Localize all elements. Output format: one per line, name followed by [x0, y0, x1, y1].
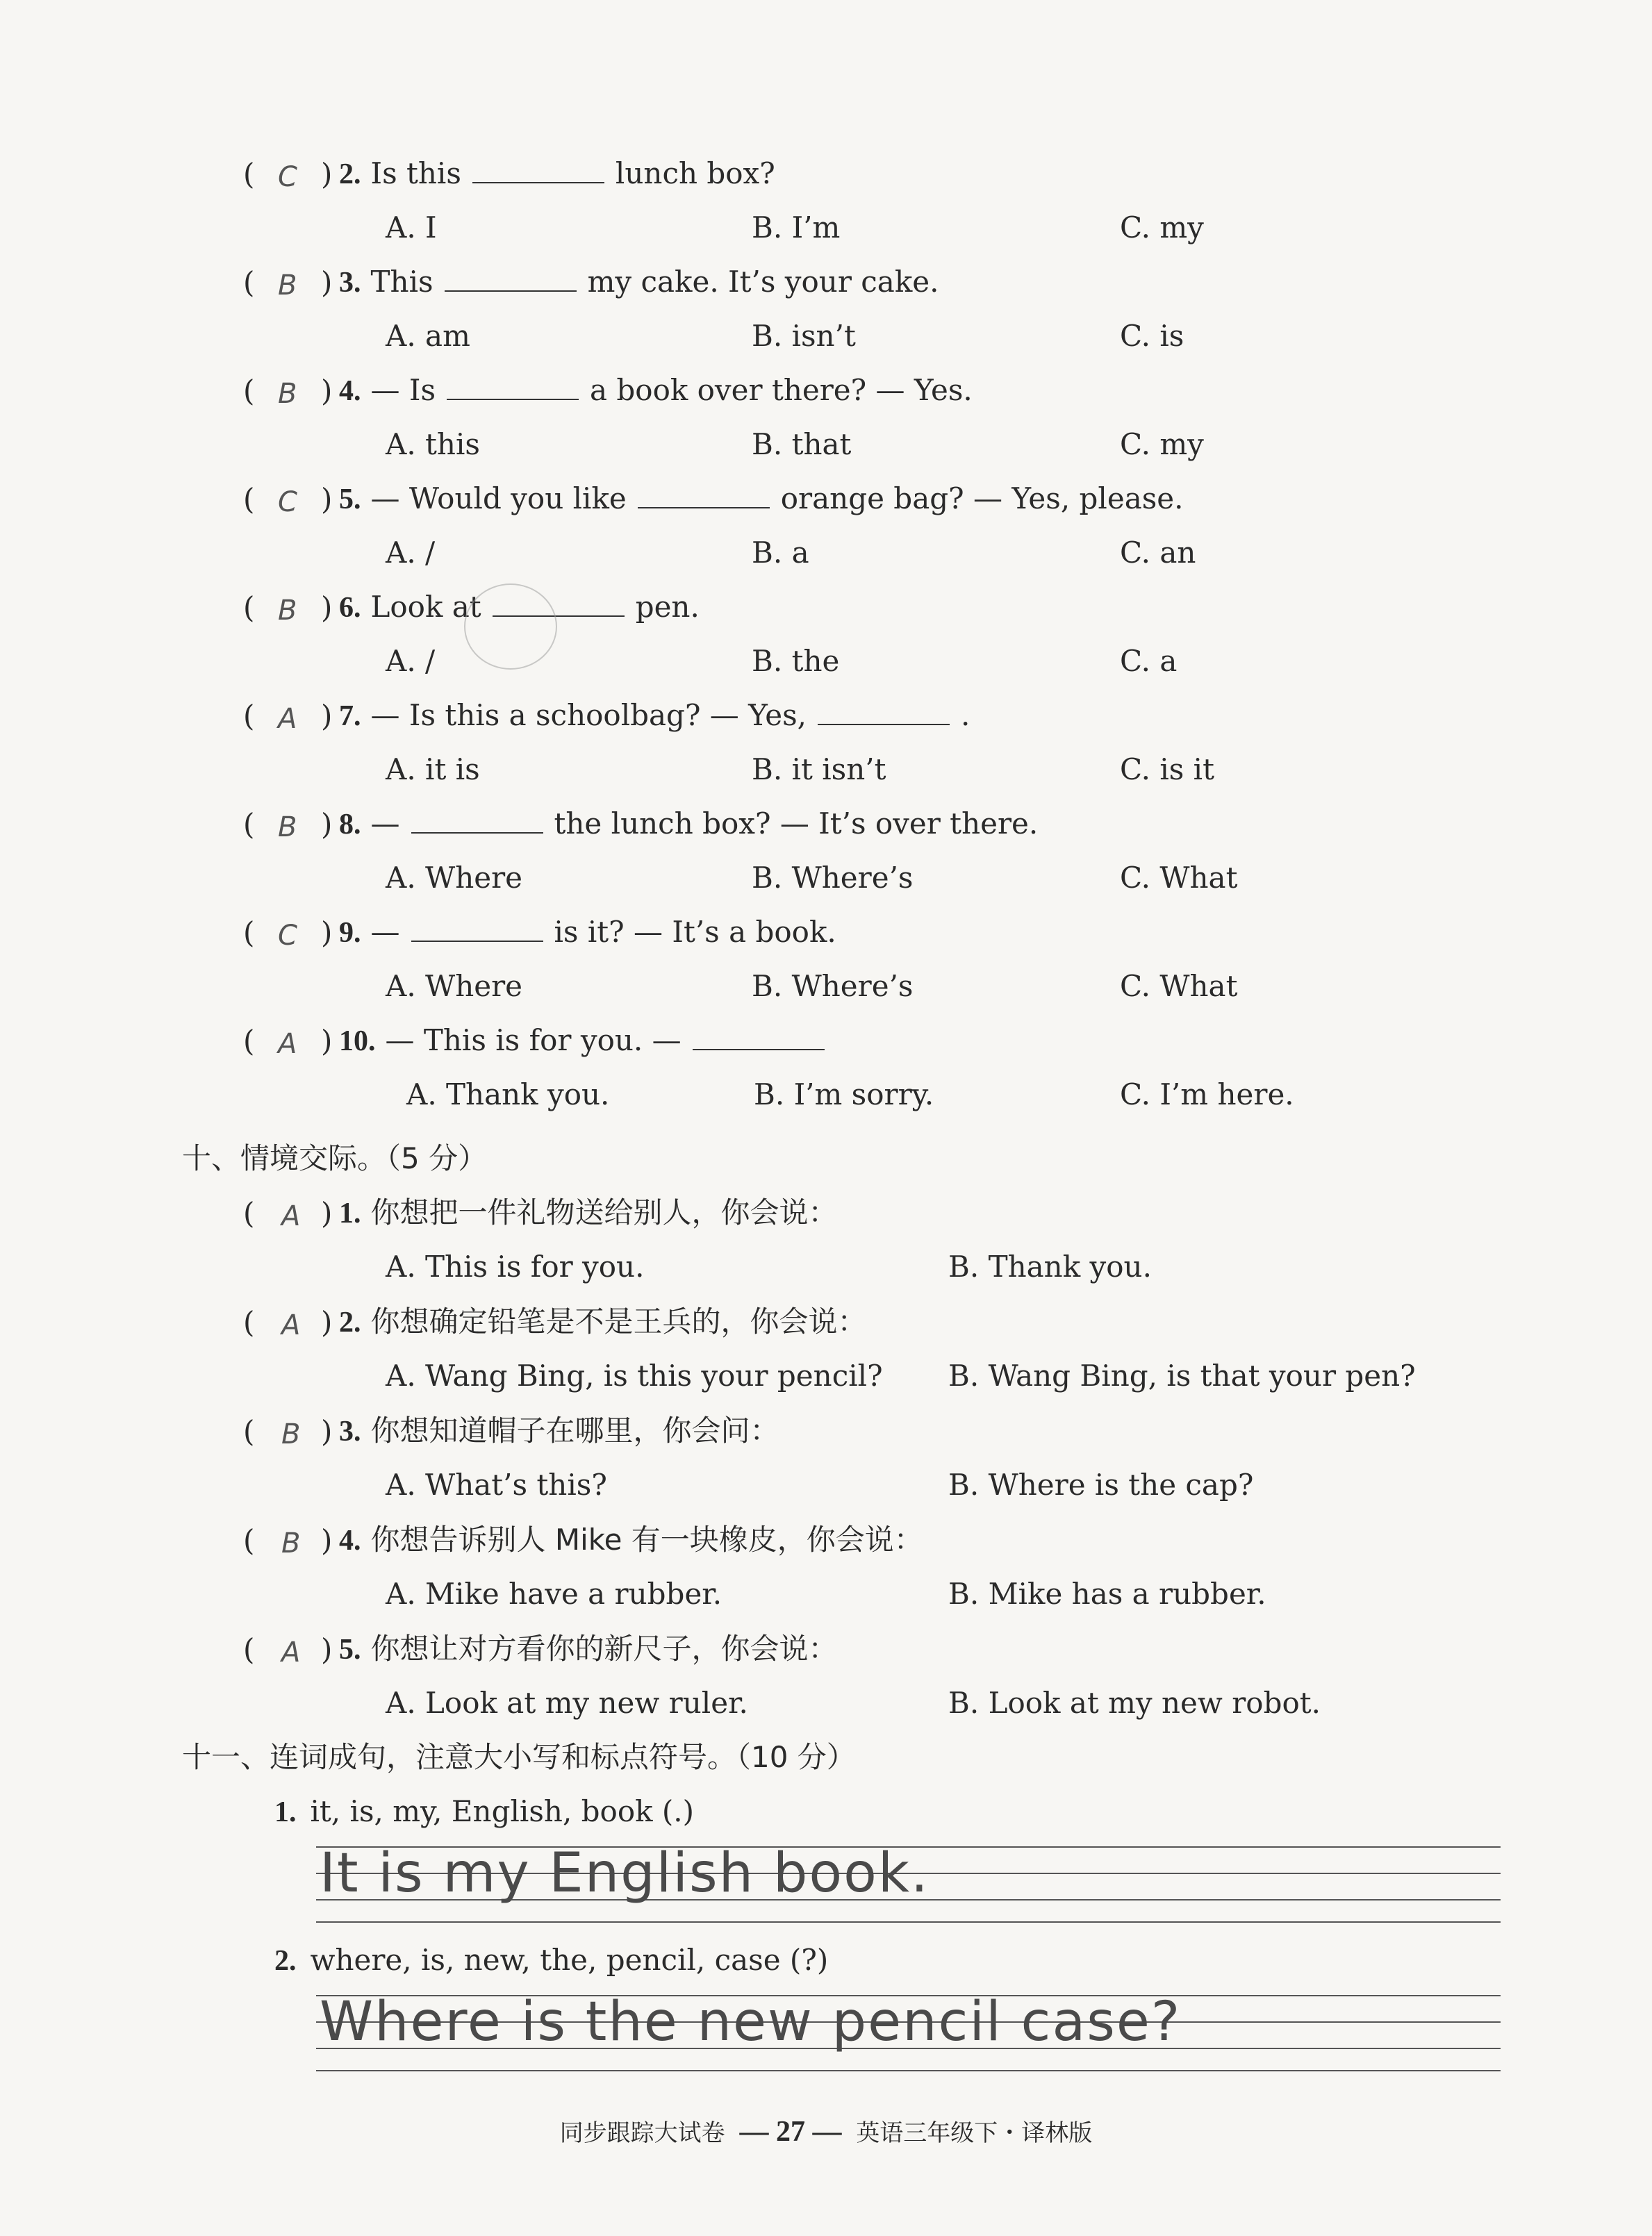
homework-stamp	[464, 583, 557, 670]
answer-paren-close: )	[321, 916, 333, 950]
answer-blank[interactable]	[638, 479, 770, 508]
answer-paren-open: (	[243, 265, 255, 299]
question-text-pre: Look at	[370, 590, 481, 624]
section-10-title: 十、情境交际。（5 分）	[182, 1141, 488, 1175]
question-text-pre: Is this	[370, 156, 461, 190]
option-b: B. isn’t	[752, 319, 856, 353]
section-11-title: 十一、连词成句，注意大小写和标点符号。（10 分）	[182, 1740, 856, 1774]
answer-paren-close: )	[321, 374, 333, 408]
answer-paren-close: )	[321, 699, 333, 733]
answer-blank[interactable]	[411, 913, 543, 942]
filled-answer: C	[278, 920, 297, 952]
option-c: C. my	[1120, 210, 1204, 245]
question-text-pre: This	[370, 265, 433, 299]
option-b: B. I’m	[752, 210, 841, 245]
option-b: B. that	[752, 427, 852, 461]
answer-paren-close: )	[321, 1523, 333, 1557]
option-a: A. Look at my new ruler.	[386, 1686, 748, 1720]
question-number: 9.	[339, 917, 361, 949]
question-stem	[339, 263, 939, 302]
answer-paren-open: (	[243, 916, 255, 950]
filled-answer: B	[278, 270, 297, 301]
question-stem	[339, 1193, 838, 1233]
page-footer	[0, 2114, 1652, 2148]
question-text-post: lunch box?	[615, 156, 775, 190]
question-number: 2.	[274, 1945, 297, 1977]
question-stem	[339, 1521, 923, 1560]
answer-paren-open: (	[243, 1632, 255, 1666]
option-a: A. Wang Bing, is this your pencil?	[386, 1359, 883, 1393]
question-text: 你想知道帽子在哪里，你会问：	[370, 1414, 779, 1448]
question-stem	[339, 804, 1038, 844]
question-stem	[339, 479, 1184, 519]
answer-blank[interactable]	[447, 371, 579, 400]
question-stem	[339, 1302, 867, 1342]
option-b: B. Look at my new robot.	[948, 1686, 1321, 1720]
option-b: B. Where’s	[752, 969, 914, 1003]
answer-paren-close: )	[321, 590, 333, 624]
question-text-pre: — Is	[370, 373, 436, 407]
answer-paren-open: (	[243, 1523, 255, 1557]
answer-paren-open: (	[243, 590, 255, 624]
answer-paren-open: (	[243, 699, 255, 733]
filled-answer: C	[278, 486, 297, 518]
option-a: A. What’s this?	[386, 1468, 607, 1502]
option-a: A. This is for you.	[386, 1250, 645, 1284]
writing-rule	[316, 1921, 1501, 1923]
filled-answer: B	[281, 1418, 301, 1450]
question-number: 3.	[339, 267, 361, 299]
question-number: 1.	[274, 1796, 297, 1828]
writing-lines[interactable]	[316, 1842, 1501, 1923]
answer-blank[interactable]	[411, 804, 543, 834]
question-number: 10.	[339, 1025, 376, 1057]
question-text-post: my cake. It’s your cake.	[587, 265, 939, 299]
footer-series: 同步跟踪大试卷	[559, 2119, 725, 2147]
question-text-post: a book over there? — Yes.	[590, 373, 973, 407]
question-number: 5.	[339, 1634, 361, 1666]
question-text: 你想确定铅笔是不是王兵的，你会说：	[370, 1305, 867, 1339]
option-b: B. Where is the cap?	[948, 1468, 1254, 1502]
question-number: 4.	[339, 1525, 361, 1557]
filled-answer: A	[278, 1028, 297, 1060]
answer-paren-close: )	[321, 157, 333, 191]
answer-paren-close: )	[321, 1414, 333, 1448]
question-text: 你想把一件礼物送给别人，你会说：	[370, 1195, 838, 1229]
answer-paren-open: (	[243, 1414, 255, 1448]
question-number: 6.	[339, 592, 361, 624]
option-b: B. Wang Bing, is that your pen?	[948, 1359, 1416, 1393]
option-c: C. an	[1120, 536, 1196, 570]
option-a: A. /	[386, 536, 436, 570]
option-a: A. this	[386, 427, 480, 461]
option-c: C. a	[1120, 644, 1178, 678]
filled-answer: C	[278, 161, 297, 193]
option-a: A. Thank you.	[406, 1077, 610, 1111]
answer-blank[interactable]	[445, 263, 577, 292]
option-a: A. Where	[386, 969, 523, 1003]
question-text-pre: — This is for you. —	[385, 1023, 682, 1057]
filled-answer: B	[278, 811, 297, 843]
writing-lines[interactable]	[316, 1991, 1501, 2071]
answer-paren-open: (	[243, 374, 255, 408]
answer-paren-open: (	[243, 807, 255, 841]
handwritten-answer: Where is the new pencil case?	[320, 1991, 1182, 2053]
question-text: 你想告诉别人 Mike 有一块橡皮，你会说：	[370, 1523, 923, 1557]
question-number: 8.	[339, 809, 361, 840]
question-text-pre: — Is this a schoolbag? — Yes,	[370, 698, 807, 732]
answer-paren-open: (	[243, 1024, 255, 1058]
question-text-post: pen.	[635, 590, 700, 624]
option-a: A. it is	[386, 752, 480, 786]
filled-answer: A	[281, 1637, 301, 1668]
option-c: C. is	[1120, 319, 1184, 353]
question-text-pre: — Would you like	[370, 481, 627, 515]
option-c: C. my	[1120, 427, 1204, 461]
answer-paren-close: )	[321, 1196, 333, 1230]
question-number: 2.	[339, 158, 361, 190]
option-b: B. I’m sorry.	[754, 1077, 934, 1111]
filled-answer: A	[281, 1309, 301, 1341]
answer-paren-open: (	[243, 157, 255, 191]
question-number: 5.	[339, 483, 361, 515]
question-text: 你想让对方看你的新尺子，你会说：	[370, 1632, 838, 1666]
option-b: B. it isn’t	[752, 752, 886, 786]
question-stem	[339, 1021, 836, 1061]
handwritten-answer: It is my English book.	[320, 1842, 930, 1905]
sentence-prompt	[274, 1941, 828, 1980]
answer-paren-open: (	[243, 1196, 255, 1230]
filled-answer: B	[278, 378, 297, 410]
option-c: C. What	[1120, 969, 1238, 1003]
question-text-post: orange bag? — Yes, please.	[780, 481, 1184, 515]
answer-paren-close: )	[321, 807, 333, 841]
footer-edition: 英语三年级下・译林版	[856, 2119, 1093, 2147]
answer-blank[interactable]	[818, 696, 950, 725]
sentence-prompt	[274, 1792, 694, 1832]
answer-paren-open: (	[243, 1305, 255, 1339]
answer-blank[interactable]	[693, 1021, 825, 1050]
question-number: 3.	[339, 1416, 361, 1448]
answer-paren-close: )	[321, 482, 333, 516]
answer-paren-close: )	[321, 1632, 333, 1666]
page-number: — 27 —	[739, 2116, 842, 2148]
answer-paren-close: )	[321, 265, 333, 299]
option-a: A. I	[386, 210, 437, 245]
option-a: A. /	[386, 644, 436, 678]
question-number: 1.	[339, 1198, 361, 1229]
filled-answer: B	[281, 1527, 301, 1559]
question-stem	[339, 1411, 779, 1451]
question-text-post: is it? — It’s a book.	[554, 915, 836, 949]
answer-paren-close: )	[321, 1024, 333, 1058]
option-b: B. Where’s	[752, 861, 914, 895]
word-list: it, is, my, English, book (.)	[310, 1794, 695, 1828]
question-text-post: .	[961, 698, 970, 732]
writing-rule	[316, 2070, 1501, 2071]
question-stem	[339, 371, 973, 411]
option-a: A. am	[386, 319, 470, 353]
question-number: 2.	[339, 1307, 361, 1339]
option-a: A. Mike have a rubber.	[386, 1577, 722, 1611]
question-number: 7.	[339, 700, 361, 732]
question-text-pre: —	[370, 806, 400, 840]
option-b: B. Thank you.	[948, 1250, 1152, 1284]
option-b: B. the	[752, 644, 840, 678]
option-c: C. I’m here.	[1120, 1077, 1294, 1111]
option-b: B. Mike has a rubber.	[948, 1577, 1266, 1611]
question-text-post: the lunch box? — It’s over there.	[554, 806, 1039, 840]
filled-answer: B	[278, 595, 297, 627]
question-stem	[339, 696, 970, 736]
answer-paren-open: (	[243, 482, 255, 516]
filled-answer: A	[281, 1200, 301, 1232]
answer-blank[interactable]	[472, 154, 604, 183]
question-stem	[339, 1630, 838, 1669]
question-stem	[339, 154, 775, 194]
question-number: 4.	[339, 375, 361, 407]
answer-paren-close: )	[321, 1305, 333, 1339]
option-b: B. a	[752, 536, 809, 570]
question-text-pre: —	[370, 915, 400, 949]
word-list: where, is, new, the, pencil, case (?)	[310, 1943, 829, 1977]
filled-answer: A	[278, 703, 297, 735]
option-a: A. Where	[386, 861, 523, 895]
question-stem	[339, 913, 836, 952]
option-c: C. is it	[1120, 752, 1214, 786]
option-c: C. What	[1120, 861, 1238, 895]
